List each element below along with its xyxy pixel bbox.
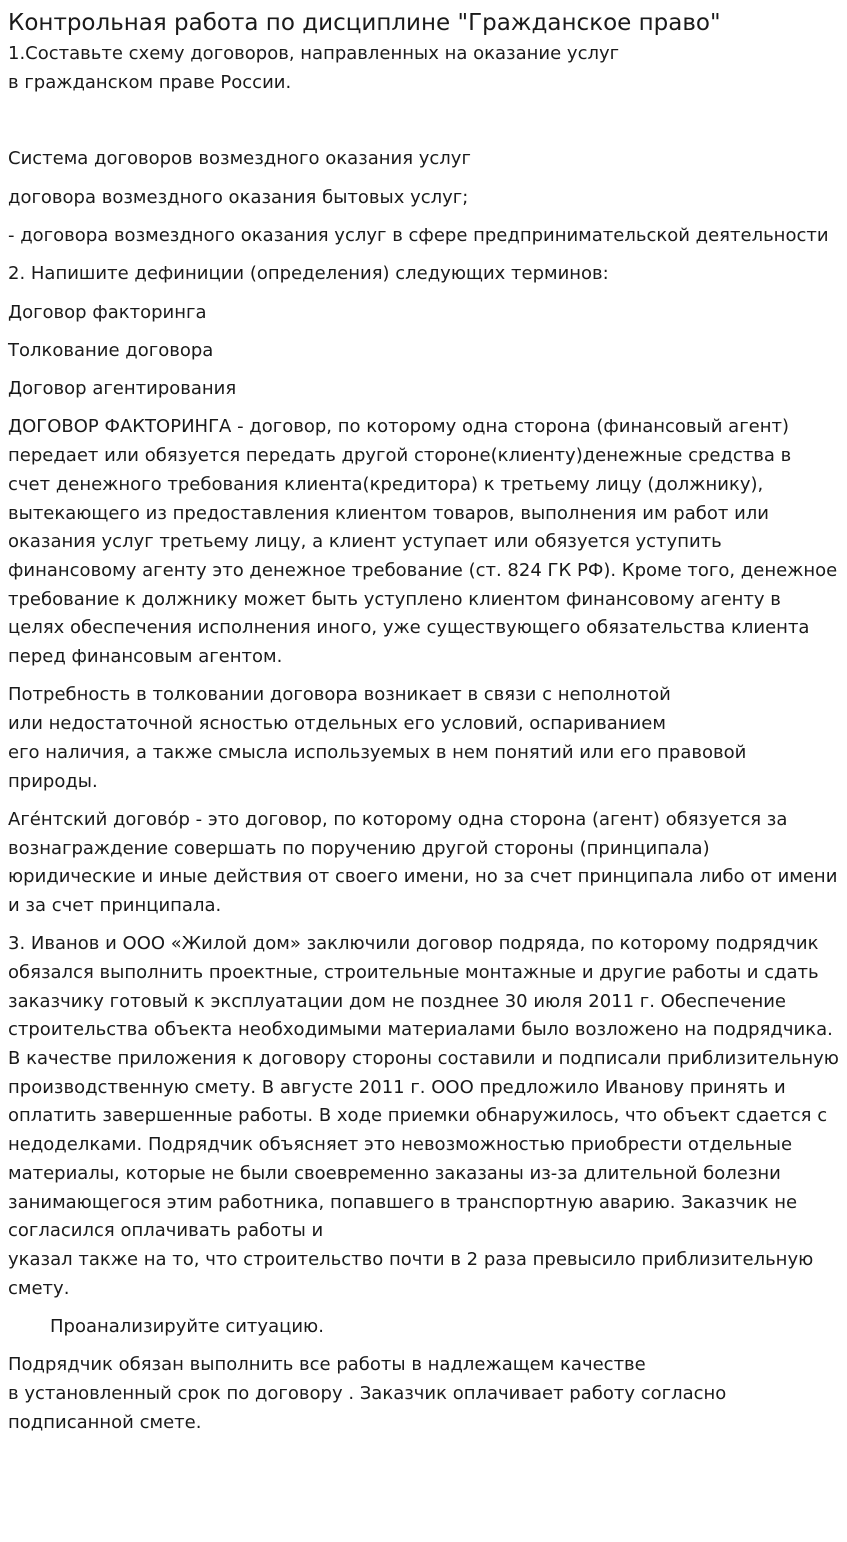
question-1-line: 1.Составьте схему договоров, направленных на оказание услуг [8, 43, 620, 64]
definition-factoring: ДОГОВОР ФАКТОРИНГА - договор, по которому одна сторона (финансовый агент) передает или обязуется передать другой стороне(клиенту)денежные средства в счет денежного требования клиента(кредитора) к третьему лицу (должнику), вытекающего из предоставления клиентом товаров, выполнения им работ или оказания услуг третьему лицу, а клиент уступает или обязуется уступить финансовому агенту это денежное требование (ст. 824 ГК РФ). Кроме того, денежное требование к должнику может быть уступлено клиентом финансовому агенту в целях обеспечения исполнения иного, уже существующего обязательства клиента перед финансовым агентом. [8, 416, 838, 668]
definition-interpretation [8, 681, 839, 796]
answer [8, 1351, 839, 1437]
question-1-line: в гражданском праве России. [8, 71, 292, 93]
list-item-household-services: договора возмездного оказания бытовых услуг; [8, 186, 469, 208]
answer-line: в установленный срок по договору . Заказчик оплачивает работу согласно подписанной смете. [8, 1382, 727, 1433]
answer-line: Подрядчик обязан выполнить все работы в надлежащем качестве [8, 1354, 646, 1376]
question-1 [8, 40, 839, 97]
question-2: 2. Напишите дефиниции (определения) следующих терминов: [8, 263, 609, 285]
analyze-instruction: Проанализируйте ситуацию. [50, 1315, 324, 1337]
definition-interpretation-line: или недостаточной ясностью отдельных его условий, оспариванием [8, 713, 666, 735]
term-interpretation: Толкование договора [8, 339, 214, 361]
page-title: Контрольная работа по дисциплине "Гражданское право" [8, 10, 721, 36]
system-heading: Система договоров возмездного оказания услуг [8, 148, 471, 170]
term-agency: Договор агентирования [8, 378, 237, 400]
question-3-continuation: указал также на то, что строительство почти в 2 раза превысило приблизительную смету. [8, 1248, 814, 1299]
question-3 [8, 930, 839, 1303]
definition-agency: Аге́нтский догово́р - это договор, по которому одна сторона (агент) обязуется за вознаграждение совершать по поручению другой стороны (принципала) юридические и иные действия от своего имени, но за счет принципала либо от имени и за счет принципала. [8, 808, 838, 916]
term-factoring: Договор факторинга [8, 301, 207, 323]
definition-interpretation-line: его наличия, а также смысла используемых в нем понятий или его правовой природы. [8, 741, 747, 792]
list-item-business-services: - договора возмездного оказания услуг в сфере предпринимательской деятельности [8, 225, 829, 246]
question-3-text: 3. Иванов и ООО «Жилой дом» заключили договор подряда, по которому подрядчик обязался выполнить проектные, строительные монтажные и другие работы и сдать заказчику готовый к эксплуатации дом не позднее 30 июля 2011 г. Обеспечение строительства объекта необходимыми материалами было возложено на подрядчика. В качестве приложения к договору стороны составили и подписали приблизительную производственную смету. В августе 2011 г. ООО предложило Иванову принять и оплатить завершенные работы. В ходе приемки обнаружилось, что объект сдается с недоделками. Подрядчик объясняет это невозможностью приобрести отдельные материалы, которые не были своевременно заказаны из-за длительной болезни занимающегося этим работника, попавшего в транспортную аварию. Заказчик не согласился оплачивать работы и [8, 933, 839, 1242]
definition-interpretation-line: Потребность в толковании договора возникает в связи с неполнотой [8, 684, 671, 706]
